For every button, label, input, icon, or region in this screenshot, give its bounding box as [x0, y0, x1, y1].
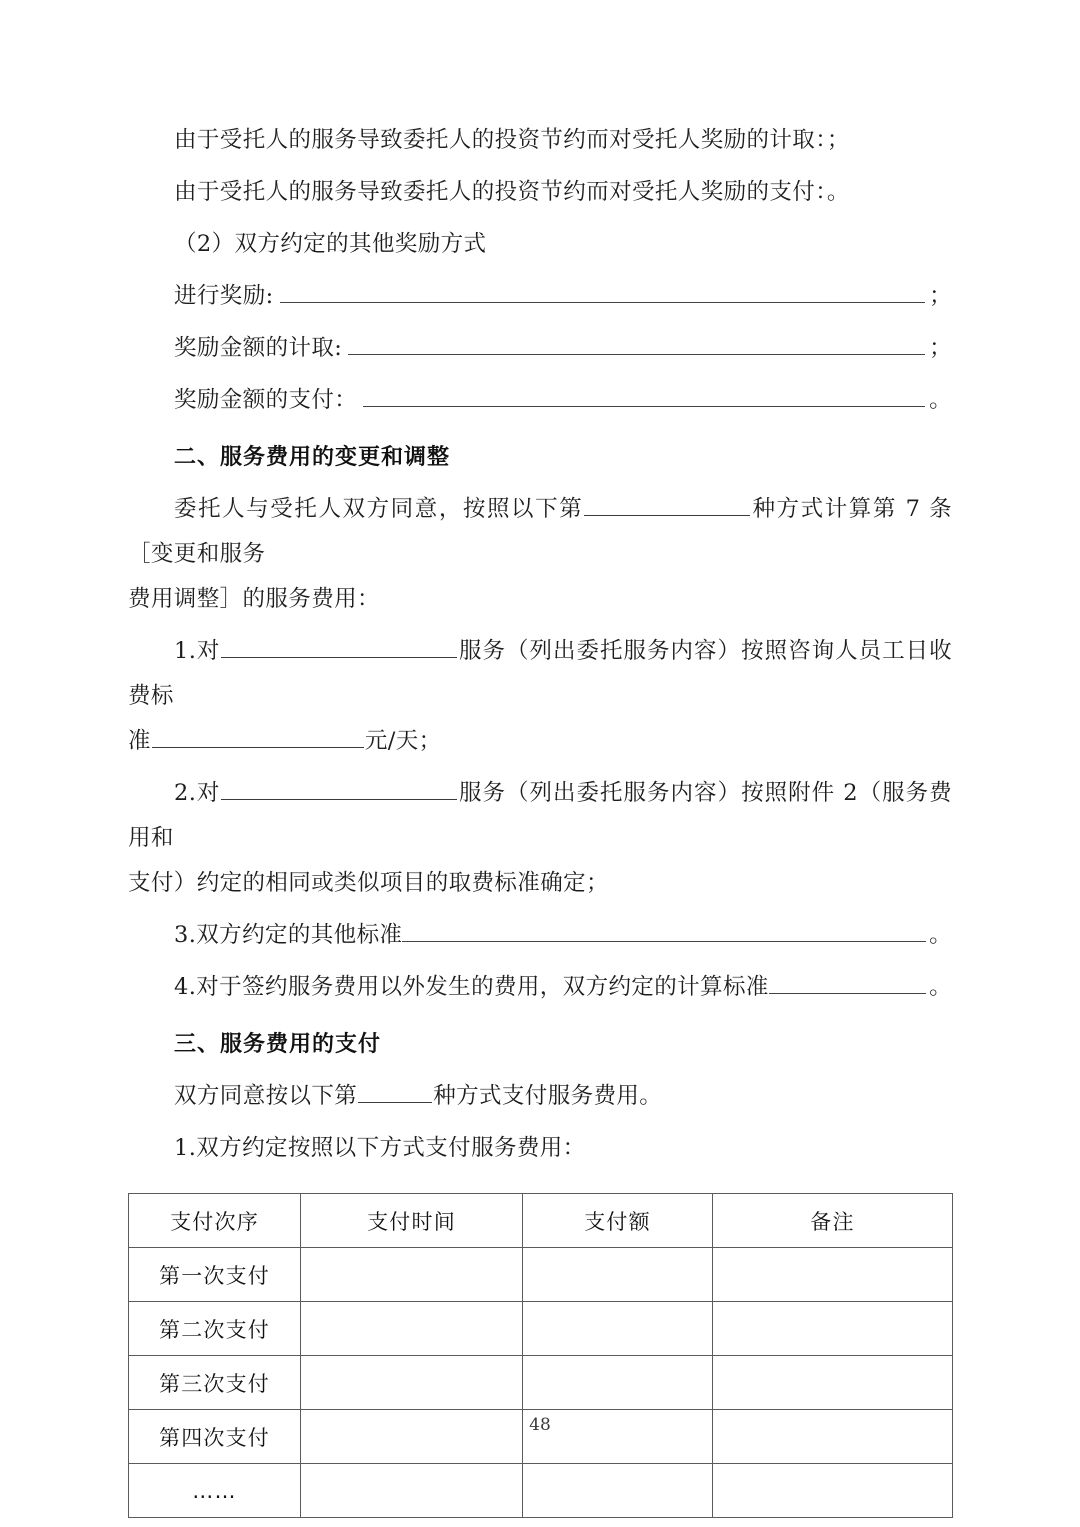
fill-label-reward-amount-calc: 奖励金额的计取: [174, 335, 343, 361]
blank-item2-service[interactable] [221, 779, 457, 800]
cell-amount[interactable] [523, 1464, 713, 1518]
item4-text: 4.对于签约服务费用以外发生的费用，双方约定的计算标准 [174, 974, 769, 1000]
blank-item4-standard[interactable] [769, 975, 926, 994]
lead-text-before-blank: 委托人与受托人双方同意，按照以下第 [174, 496, 584, 522]
paragraph-reward-payment: 由于受托人的服务导致委托人的投资节约而对受托人奖励的支付：。 [174, 179, 850, 205]
table-header-row [129, 1194, 953, 1248]
table-header-amount: 支付额 [523, 1194, 713, 1248]
item3-punct: 。 [929, 922, 952, 948]
cell-remark[interactable] [713, 1356, 953, 1410]
blank-item3-standard[interactable] [402, 923, 926, 942]
cell-time[interactable] [301, 1302, 523, 1356]
item1-prefix: 1.对 [174, 638, 221, 664]
fill-punct-reward-amount-calc: ； [929, 335, 952, 361]
cell-time[interactable] [301, 1356, 523, 1410]
cell-remark[interactable] [713, 1464, 953, 1518]
fill-punct-reward-amount-pay: 。 [929, 387, 952, 413]
item3-text: 3.双方约定的其他标准 [174, 922, 403, 948]
fill-label-reward-amount-pay: 奖励金额的支付： [174, 387, 358, 413]
fill-row-reward-amount-calc [128, 326, 952, 371]
payment-lead-before-blank: 双方同意按以下第 [174, 1083, 358, 1109]
cell-amount[interactable] [523, 1302, 713, 1356]
fill-punct-reward-perform: ； [929, 283, 952, 309]
cell-remark[interactable] [713, 1248, 953, 1302]
blank-payment-method[interactable] [358, 1082, 432, 1103]
paragraph-reward-calculation: 由于受托人的服务导致委托人的投资节约而对受托人奖励的计取：； [174, 127, 850, 153]
payment-table-container [128, 1193, 952, 1518]
cell-order: 第二次支付 [129, 1302, 301, 1356]
cell-remark[interactable] [713, 1302, 953, 1356]
table-row [129, 1302, 953, 1356]
paragraph-fee-item-1-line2 [128, 719, 952, 764]
paragraph-fee-change-lead [128, 487, 952, 577]
fill-blank-reward-amount-pay[interactable] [363, 388, 925, 407]
table-header-order: 支付次序 [129, 1194, 301, 1248]
paragraph-fee-item-2 [128, 771, 952, 861]
payment-schedule-table [128, 1193, 953, 1518]
table-row [129, 1464, 953, 1518]
item2-text: 服务（列出委托服务内容）按照附件 2（服务费用和 [128, 780, 952, 851]
fill-row-reward-amount-pay [128, 378, 952, 423]
cell-order: 第三次支付 [129, 1356, 301, 1410]
blank-item1-service[interactable] [221, 637, 457, 658]
fill-blank-reward-perform[interactable] [280, 284, 926, 303]
paragraph-fee-item-2-line2: 支付）约定的相同或类似项目的取费标准确定； [128, 870, 609, 896]
cell-amount[interactable] [523, 1248, 713, 1302]
blank-fee-change-method[interactable] [584, 495, 750, 516]
paragraph-fee-item-1 [128, 629, 952, 719]
fill-row-reward-perform [128, 274, 952, 319]
page-number: 48 [529, 1415, 551, 1435]
cell-time[interactable] [301, 1248, 523, 1302]
paragraph-payment-item-1: 1.双方约定按照以下方式支付服务费用： [174, 1135, 586, 1161]
section-heading-fee-change: 二、服务费用的变更和调整 [174, 445, 451, 470]
table-header-time: 支付时间 [301, 1194, 523, 1248]
item1-text: 服务（列出委托服务内容）按照咨询人员工日收费标 [128, 638, 953, 709]
section-heading-fee-payment: 三、服务费用的支付 [174, 1032, 382, 1057]
table-header-remark: 备注 [713, 1194, 953, 1248]
cell-time[interactable] [301, 1464, 523, 1518]
fill-blank-reward-amount-calc[interactable] [348, 336, 925, 355]
cell-amount[interactable] [523, 1356, 713, 1410]
paragraph-fee-payment-lead [128, 1074, 952, 1119]
table-row [129, 1248, 953, 1302]
cell-order: 第四次支付 [129, 1410, 301, 1464]
paragraph-fee-change-lead-line2: 费用调整］的服务费用： [128, 586, 380, 612]
cell-order: …… [129, 1464, 301, 1518]
paragraph-fee-item-3 [128, 913, 952, 958]
item2-prefix: 2.对 [174, 780, 221, 806]
lead-text-after-blank: 种方式计算第 7 条［变更和服务 [128, 496, 952, 567]
item1-unit: 元/天； [364, 728, 442, 754]
payment-lead-after-blank: 种方式支付服务费用。 [433, 1083, 663, 1109]
table-row [129, 1356, 953, 1410]
subheading-other-reward-methods: （2）双方约定的其他奖励方式 [174, 231, 487, 257]
item4-punct: 。 [929, 974, 952, 1000]
document-body [128, 118, 952, 1518]
item1-standard-prefix: 准 [128, 728, 151, 754]
fill-label-reward-perform: 进行奖励: [174, 283, 274, 309]
paragraph-fee-item-4 [128, 965, 952, 1010]
cell-order: 第一次支付 [129, 1248, 301, 1302]
blank-item1-rate[interactable] [152, 727, 364, 748]
